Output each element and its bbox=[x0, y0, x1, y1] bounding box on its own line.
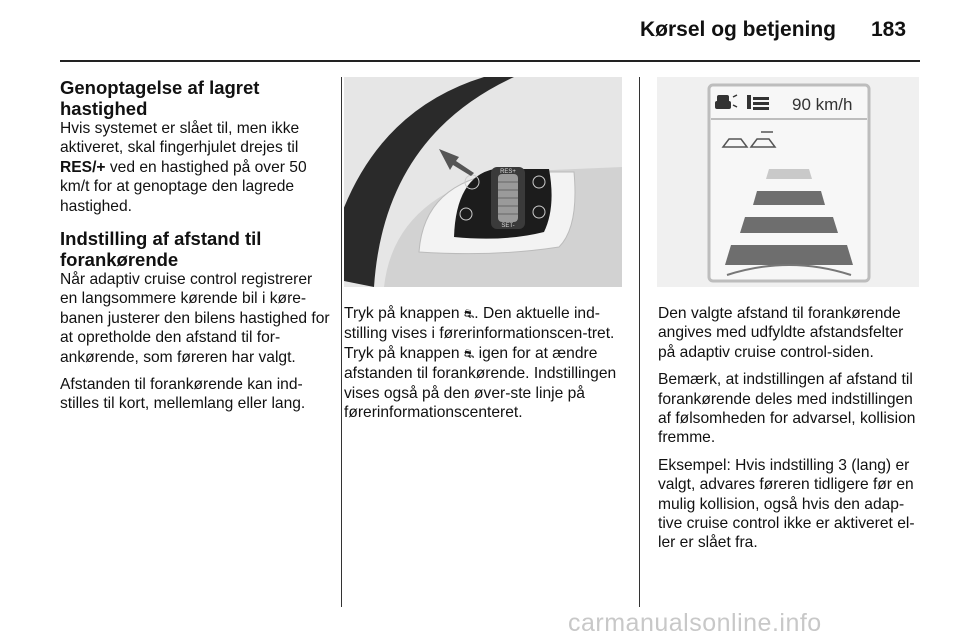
display-speed: 90 km/h bbox=[792, 95, 853, 114]
watermark: carmanualsonline.info bbox=[568, 609, 822, 637]
paragraph-distance-options: Afstanden til forankørende kan ind-stilles til kort, mellemlang eller lang. bbox=[60, 376, 306, 413]
paragraph-distance-adjust: Når adaptiv cruise control registrerer en langsommere kørende bil i køre-banen justerer den bilens hastighed for at opretholde den afstand til for-ankørende, som føreren har valgt. bbox=[60, 271, 330, 366]
page-header-title: Kørsel og betjening bbox=[640, 18, 837, 41]
distance-bar-2 bbox=[753, 191, 825, 205]
res-label: RES/+ bbox=[60, 158, 106, 176]
column-divider-right bbox=[639, 77, 640, 607]
paragraph-text: igen for at ændre afstanden til forankørende. Indstillingen vises også på den øver-ste linje på førerinformationscenteret. bbox=[344, 344, 617, 422]
paragraph-text: . Den aktuelle ind-stilling vises i førerinformationscen-tret. Tryk på knappen bbox=[344, 305, 615, 362]
paragraph-note-sensitivity: Bemærk, at indstillingen af afstand til forankørende deles med indstillingen af følsomheden for advarsel, kollision fremme. bbox=[658, 371, 916, 447]
paragraph-text: ved en hastighed på over 50 km/t for at genoptage den lagrede hastighed. bbox=[60, 158, 307, 215]
distance-bars-icon bbox=[747, 95, 769, 110]
steering-wheel-illustration bbox=[344, 77, 622, 287]
column-divider-left bbox=[341, 77, 342, 607]
paragraph-resume-speed bbox=[60, 119, 332, 216]
set-button-label: SET- bbox=[501, 223, 515, 229]
paragraph-press-button bbox=[344, 304, 629, 422]
paragraph-text: Tryk på knappen bbox=[344, 305, 464, 322]
column-2 bbox=[344, 304, 629, 430]
column-3 bbox=[658, 304, 920, 561]
distance-bar-4 bbox=[725, 245, 853, 265]
driver-info-display-illustration bbox=[657, 77, 919, 287]
page-number: 183 bbox=[871, 18, 907, 41]
distance-setting-icon: ⛐ bbox=[463, 307, 475, 321]
paragraph-example: Eksempel: Hvis indstilling 3 (lang) er valgt, advares føreren tidligere før en mulig kollision, også hvis den adap-tive cruise control ikke er aktiveret el-ler er slået fra. bbox=[658, 456, 915, 552]
paragraph-selected-distance: Den valgte afstand til forankørende angives med udfyldte afstandsfelter på adaptiv cruise control-siden. bbox=[658, 305, 904, 361]
distance-bar-1 bbox=[766, 169, 812, 179]
distance-setting-icon: ⛐ bbox=[463, 346, 475, 361]
heading-resume-speed: Genoptagelse af lagret hastighed bbox=[60, 77, 260, 119]
header-rule bbox=[60, 60, 920, 62]
display-svg bbox=[657, 77, 919, 287]
distance-bar-3 bbox=[740, 217, 838, 233]
res-button-label: RES+ bbox=[500, 169, 516, 175]
heading-distance-setting: Indstilling af afstand til forankørende bbox=[60, 228, 262, 271]
steering-wheel-svg bbox=[344, 77, 622, 287]
paragraph-text: Hvis systemet er slået til, men ikke aktiveret, skal fingerhjulet drejes til bbox=[60, 120, 300, 157]
column-1 bbox=[60, 77, 332, 422]
